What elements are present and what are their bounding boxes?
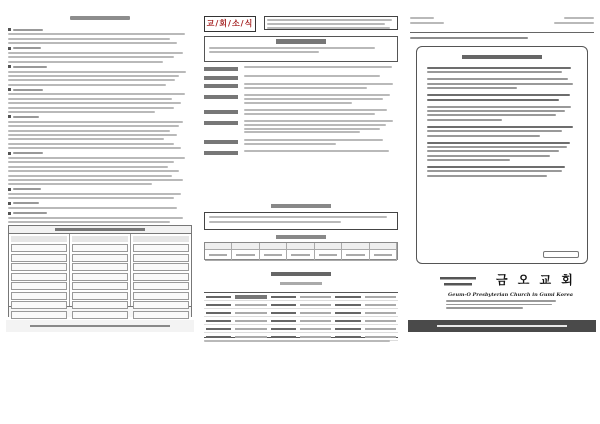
service-roster-title <box>259 270 343 280</box>
church-name: 금 오 교 회 <box>496 273 576 287</box>
prayer-end-tag <box>543 251 579 258</box>
cooperating-churches-box <box>8 225 192 317</box>
left-footer <box>6 320 194 332</box>
church-news-title: 교/회/소/식 <box>204 16 256 32</box>
list-item <box>8 88 192 91</box>
left-panel <box>8 16 192 416</box>
church-identity <box>410 268 594 328</box>
list-item <box>8 188 192 191</box>
prayer-list-title-mark <box>70 16 130 20</box>
announcement-row <box>204 139 398 147</box>
announcement-row <box>204 66 398 71</box>
list-item <box>8 202 192 205</box>
list-item <box>8 47 192 50</box>
announcement-row <box>204 94 398 105</box>
service-roster-footer <box>204 340 398 344</box>
list-item <box>8 152 192 155</box>
middle-panel <box>204 16 398 416</box>
banner-box <box>204 212 398 230</box>
prayer-list <box>8 28 192 226</box>
church-english-name: Geum-O Presbyterian Church in Gumi Korea <box>448 292 574 298</box>
list-item <box>8 115 192 118</box>
schedule-heading <box>204 235 398 239</box>
notice-box <box>204 36 398 62</box>
theme-line <box>410 35 594 41</box>
announcement-row <box>204 120 398 135</box>
church-news-header-note <box>264 16 398 30</box>
church-address <box>446 300 556 311</box>
service-roster-table <box>204 292 398 338</box>
right-panel <box>410 16 594 416</box>
service-roster-subtitle <box>204 282 398 285</box>
prayer-box <box>416 46 588 264</box>
schedule-table <box>204 242 398 260</box>
right-footer <box>408 320 596 332</box>
list-item <box>8 212 192 215</box>
organizations-column <box>131 234 191 306</box>
cooperating-churches-title <box>9 226 191 234</box>
cooperating-churches-grid <box>9 234 191 306</box>
prayer-list-title <box>8 16 192 20</box>
announcement-row <box>204 150 398 155</box>
announcements <box>204 66 398 158</box>
prayer-title <box>427 53 577 61</box>
announcement-row <box>204 75 398 80</box>
churches-column <box>9 234 70 306</box>
announcement-row <box>204 109 398 117</box>
issue-header <box>410 16 594 30</box>
missionaries-column <box>70 234 131 306</box>
header-rule <box>410 32 594 33</box>
church-logo <box>440 274 476 290</box>
announcement-row <box>204 83 398 91</box>
list-item <box>8 28 192 31</box>
list-item <box>8 65 192 68</box>
banner-heading <box>204 204 398 208</box>
